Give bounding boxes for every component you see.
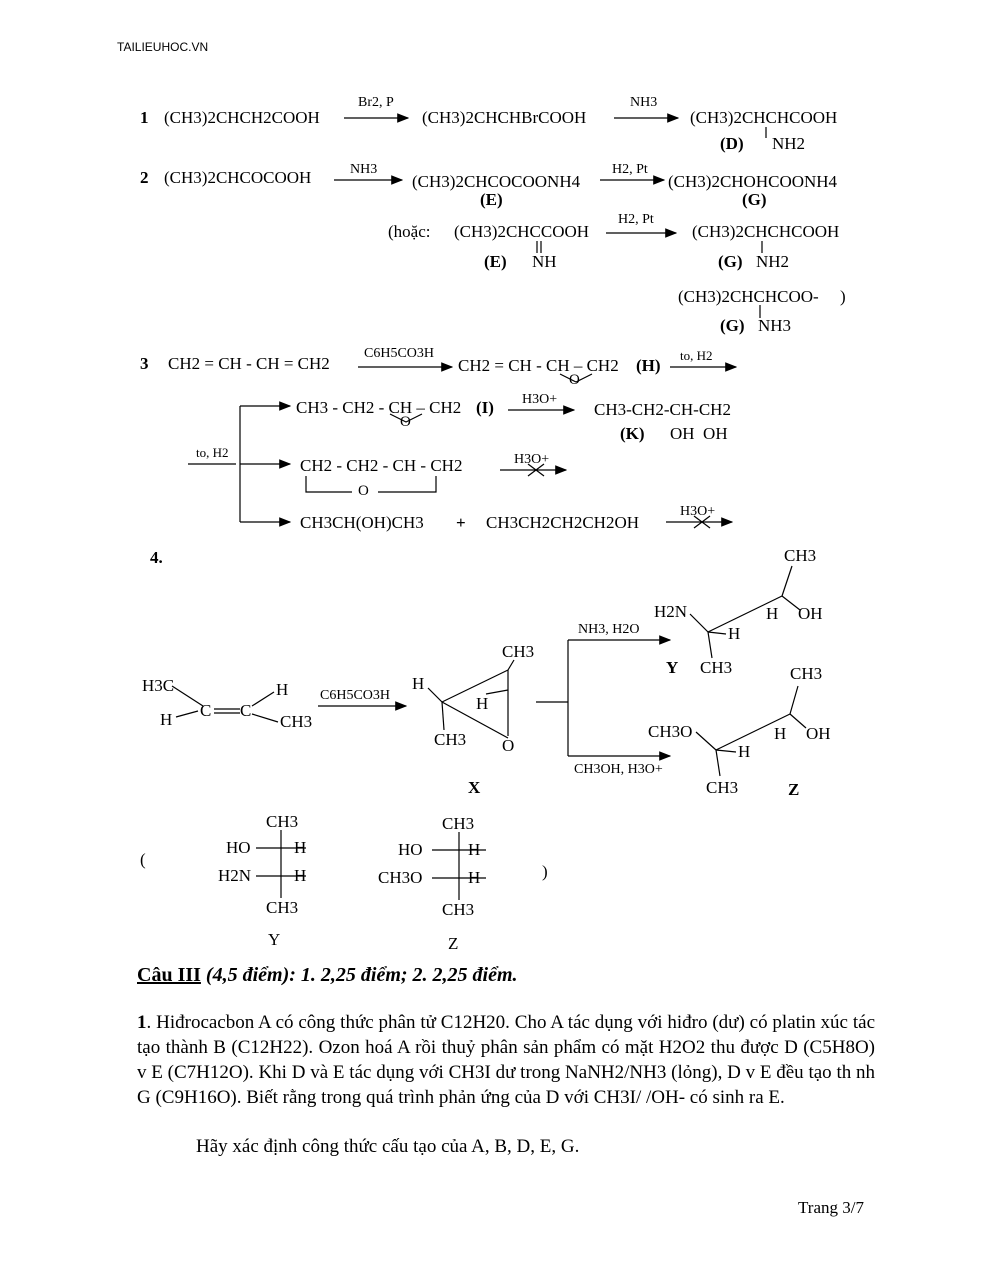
ring-oxygen: O (358, 483, 369, 499)
compound-label: (G) (742, 190, 767, 209)
page-number: Trang 3/7 (798, 1198, 864, 1217)
atom: CH3 (266, 812, 299, 831)
ring-bond (306, 476, 436, 492)
substituent: NH2 (772, 134, 806, 153)
formula: CH2 = CH - CH = CH2 (168, 354, 330, 373)
epoxide-oxygen: O (400, 414, 411, 430)
atom: CH3O (378, 868, 423, 887)
compound-label: (K) (620, 424, 645, 443)
compound-label: Z (448, 934, 459, 953)
atom: CH3 (790, 664, 823, 683)
atom: H (476, 694, 489, 713)
formula: CH2 = CH - CH – CH2 (458, 356, 619, 375)
atom: H2N (218, 866, 252, 885)
bond (716, 750, 736, 752)
bond (696, 732, 716, 750)
epoxide-oxygen: O (569, 372, 580, 388)
substituent: NH (532, 252, 557, 271)
site-header: TAILIEUHOC.VN (117, 40, 209, 54)
substituent: NH2 (756, 252, 790, 271)
section-heading (137, 964, 518, 987)
compound-label: (G) (720, 316, 745, 335)
formula: (CH3)2CHCHCOOH (690, 108, 838, 127)
plus-sign: + (456, 513, 466, 532)
reagent: Br2, P (358, 95, 394, 110)
bond (708, 632, 726, 634)
atom: OH (806, 724, 831, 743)
reagent: NH3, H2O (578, 622, 640, 637)
atom: HO (398, 840, 423, 859)
formula: (CH3)2CHOHCOONH4 (668, 172, 838, 191)
atom: CH3 (784, 546, 817, 565)
atom: CH3 (266, 898, 299, 917)
bond (690, 614, 708, 632)
atom: H (294, 866, 307, 885)
reagent: H3O+ (514, 452, 550, 467)
reagent: NH3 (350, 162, 378, 177)
alt-close: ) (840, 287, 846, 306)
paren-open: ( (140, 850, 146, 869)
reagent: to, H2 (196, 445, 229, 460)
atom: O (502, 736, 515, 755)
reagent: C6H5CO3H (320, 688, 391, 703)
reaction-number: 4. (150, 548, 163, 567)
atom: H (276, 680, 289, 699)
formula: (CH3)2CHCHCOOH (692, 222, 840, 241)
question-paragraph (137, 1010, 875, 1110)
atom: H (412, 674, 425, 693)
atom: CH3O (648, 722, 693, 741)
atom: CH3 (700, 658, 733, 677)
reagent: C6H5CO3H (364, 346, 435, 361)
compound-label: X (468, 778, 481, 797)
atom: C (200, 701, 212, 720)
reaction-number: 3 (140, 354, 149, 373)
atom: CH3 (434, 730, 467, 749)
reaction-number: 2 (140, 168, 149, 187)
bond (708, 632, 712, 658)
reagent: H3O+ (680, 504, 716, 519)
atom: H (728, 624, 741, 643)
reagent: to, H2 (680, 348, 713, 363)
atom: H (160, 710, 173, 729)
atom: H (468, 840, 481, 859)
atom: H (774, 724, 787, 743)
atom: CH3 (502, 642, 535, 661)
bond (176, 711, 198, 717)
bond (252, 714, 278, 722)
formula: CH3CH(OH)CH3 (300, 513, 424, 532)
compound-label: Z (788, 780, 800, 799)
formula: (CH3)2CHCHBrCOOH (422, 108, 587, 127)
formula: CH3 - CH2 - CH – CH2 (296, 398, 462, 417)
formula: CH3-CH2-CH-CH2 (594, 400, 731, 419)
compound-label: Y (268, 930, 281, 949)
question-task: Hãy xác định công thức cấu tạo của A, B, D, E, G. (196, 1136, 580, 1157)
compound-label: Y (666, 658, 679, 677)
formula: (CH3)2CHCHCOO- (678, 287, 819, 306)
atom: H (766, 604, 779, 623)
formula: (CH3)2CHCH2COOH (164, 108, 320, 127)
section-title: Câu III (137, 964, 201, 986)
bond (172, 686, 203, 706)
bond (442, 702, 444, 730)
reagent: H3O+ (522, 392, 558, 407)
atom: H2N (654, 602, 688, 621)
atom: H (294, 838, 307, 857)
formula: CH3CH2CH2CH2OH (486, 513, 640, 532)
reagent: CH3OH, H3O+ (574, 762, 663, 777)
compound-label: (G) (718, 252, 743, 271)
compound-label: (I) (476, 398, 494, 417)
atom: H (468, 868, 481, 887)
formula: CH2 - CH2 - CH - CH2 (300, 456, 463, 475)
bond (716, 750, 720, 776)
bond (442, 670, 508, 702)
substituent: NH3 (758, 316, 792, 335)
formula: (CH3)2CHCOCOONH4 (412, 172, 581, 191)
formula: (CH3)2CHCOCOOH (164, 168, 312, 187)
atom: H3C (142, 676, 175, 695)
atom: CH3 (442, 814, 475, 833)
bond (790, 714, 806, 728)
compound-label: (H) (636, 356, 661, 375)
bond (252, 692, 274, 706)
bond (790, 686, 798, 714)
atom: CH3 (280, 712, 313, 731)
bond (486, 690, 508, 694)
atom: CH3 (706, 778, 739, 797)
substituent: OH OH (670, 424, 728, 443)
bond (428, 688, 442, 702)
formula: (CH3)2CHCCOOH (454, 222, 590, 241)
section-points: (4,5 điểm): 1. 2,25 điểm; 2. 2,25 điểm. (205, 964, 518, 986)
bond (782, 566, 792, 596)
question-text: . Hiđrocacbon A có công thức phân tử C12H20. Cho A tác dụng với hiđro (dư) có platin xúc tác tạo thành B (C12H22). Ozon hoá A rồi thuỷ phân sản phẩm có mặt H2O2 thu được D (C5H8O) v E (C7H12O). Khi D và E tác dụng với CH3I dư trong NaNH2/NH3 (lỏng), D v E đều tạo th nh G (C9H16O). Biết rằng trong quá trình phản ứng của D với CH3I/ /OH- có sinh ra E. (137, 1012, 875, 1108)
compound-label: (E) (484, 252, 507, 271)
reagent: NH3 (630, 95, 658, 110)
atom: HO (226, 838, 251, 857)
paren-close: ) (542, 862, 548, 881)
reagent: H2, Pt (618, 212, 654, 227)
compound-label: (D) (720, 134, 744, 153)
reaction-number: 1 (140, 108, 149, 127)
compound-label: (E) (480, 190, 503, 209)
atom: C (240, 701, 252, 720)
atom: H (738, 742, 751, 761)
atom: OH (798, 604, 823, 623)
question-number: 1 (137, 1012, 147, 1033)
reagent: H2, Pt (612, 162, 648, 177)
atom: CH3 (442, 900, 475, 919)
alt-open: (hoặc: (388, 222, 431, 241)
